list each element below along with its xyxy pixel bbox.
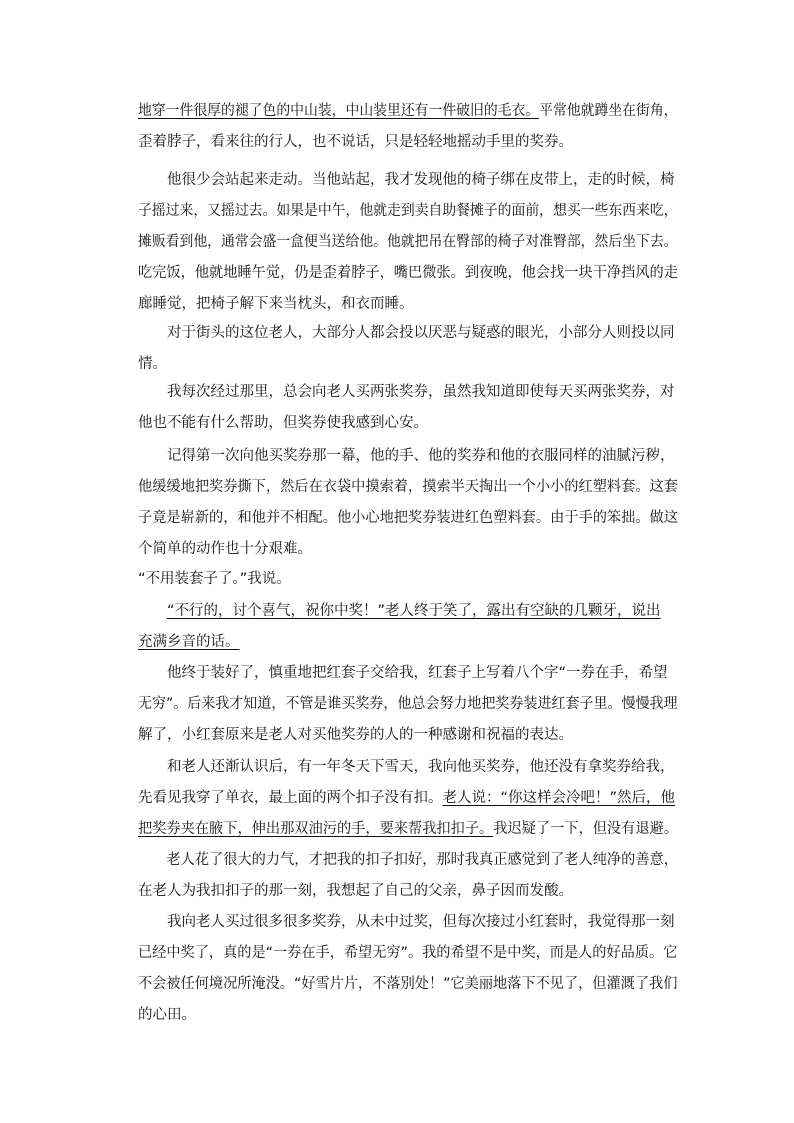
paragraph-5 [138,441,678,565]
text-run: 不会被任何境况所淹没。“好雪片片，不落别处！”它美丽地落下不见了，但灌溉了我们 [138,976,678,992]
text-line [138,752,678,783]
text-run: 无穷”。后来我才知道，不管是谁买奖券，他总会努力地把奖券装进红套子里。慢慢我理 [138,696,678,712]
text-line [138,441,678,472]
underlined-text: 地穿一件很厚的褪了色的中山装，中山装里还有一件破旧的毛衣。 [138,103,540,119]
text-line [138,349,678,380]
text-run: 子摇过来，又摇过去。如果是中午，他就走到卖自助餐摊子的面前，想买一些东西来吃， [138,203,678,219]
paragraph-8 [138,658,678,751]
text-line [138,876,678,907]
text-run: 已经中奖了，真的是“一券在手，希望无穷”。我的希望不是中奖，而是人的好品质。它 [138,945,678,961]
text-run: 我向老人买过很多很多奖券，从未中过奖，但每次接过小红套时，我觉得那一刻 [138,914,675,930]
text-line [138,907,678,938]
underlined-text: 老人说：“你这样会冷吧！”然后，他 [442,790,676,806]
text-run: 我迟疑了一下，但没有退避。 [493,821,678,837]
text-run: 他也不能有什么帮助，但奖券使我感到心安。 [138,415,428,431]
text-run: 他很少会站起来走动。当他站起，我才发现他的椅子绑在皮带上，走的时候，椅 [138,172,675,188]
text-run: 他终于装好了，慎重地把红套子交给我，红套子上写着八个字“一券在手，希望 [138,665,668,681]
paragraph-4 [138,377,678,439]
underlined-text: 充满乡音的话。 [138,634,240,650]
text-line [138,165,678,196]
text-run [138,603,167,619]
text-run: 的心田。 [138,1007,196,1023]
text-line [138,689,678,720]
text-line [138,472,678,503]
text-run: 平常他就蹲坐在街角， [539,103,678,119]
text-line [138,258,678,289]
paragraph-1 [138,96,678,158]
text-run: 和老人还渐认识后，有一年冬天下雪天，我向他买奖券，他还没有拿奖券给我， [138,759,675,775]
text-line [138,596,678,627]
text-line [138,127,678,158]
text-run: 廊睡觉，把椅子解下来当枕头，和衣而睡。 [138,296,414,312]
text-run: 对于街头的这位老人，大部分人都会投以厌恶与疑惑的眼光，小部分人则投以同 [138,325,675,341]
text-line [138,408,678,439]
text-run: 先看见我穿了单衣，最上面的两个扣子没有扣。 [138,790,443,806]
text-line [138,845,678,876]
text-run: 我每次经过那里，总会向老人买两张奖券，虽然我知道即使每天买两张奖券，对 [138,384,675,400]
text-line [138,938,678,969]
text-line [138,1000,678,1031]
text-line [138,627,678,658]
underlined-text: “不行的，讨个喜气，祝你中奖！”老人终于笑了，露出有空缺的几颗牙，说出 [167,603,661,619]
text-run: 个简单的动作也十分艰难。 [138,541,312,557]
text-line [138,658,678,689]
text-run: 吃完饭，他就地睡午觉，仍是歪着脖子，嘴巴微张。到夜晚，他会找一块干净挡风的走 [138,265,678,281]
text-run: 情。 [138,356,167,372]
text-run: 歪着脖子，看来往的行人，也不说话，只是轻轻地摇动手里的奖券。 [138,134,573,150]
underlined-text: 把奖券夹在腋下，伸出那双油污的手，要来帮我扣扣子。 [138,821,494,837]
text-line [138,534,678,565]
text-run: 老人花了很大的力气，才把我的扣子扣好，那时我真正感觉到了老人纯净的善意， [138,852,678,868]
paragraph-2 [138,165,678,320]
paragraph-9 [138,752,678,845]
text-line [138,503,678,534]
text-run: 记得第一次向他买奖券那一幕，他的手、他的奖券和他的衣服同样的油腻污秽， [138,448,675,464]
text-line [138,720,678,751]
text-line [138,814,678,845]
text-line [138,377,678,408]
text-run: 解了，小红套原来是老人对买他奖券的人的一种感谢和祝福的表达。 [138,727,573,743]
text-line [138,289,678,320]
text-line [138,564,678,595]
paragraph-3 [138,318,678,380]
text-line [138,783,678,814]
text-run: 子竟是崭新的，和他并不相配。他小心地把奖券装进红色塑料套。由于手的笨拙。做这 [138,510,678,526]
paragraph-11 [138,907,678,1031]
text-run: 摊贩看到他，通常会盛一盒便当送给他。他就把吊在臀部的椅子对准臀部，然后坐下去。 [138,234,678,250]
text-run: 他缓缓地把奖券撕下，然后在衣袋中摸索着，摸索半天掏出一个小小的红塑料套。这套 [138,479,678,495]
text-line [138,969,678,1000]
paragraph-6 [138,564,678,595]
text-line [138,227,678,258]
text-line [138,318,678,349]
text-run: “不用装套子了。”我说。 [138,571,291,587]
paragraph-7 [138,596,678,658]
text-line [138,196,678,227]
text-run: 在老人为我扣扣子的那一刻，我想起了自己的父亲，鼻子因而发酸。 [138,883,573,899]
text-line [138,96,678,127]
paragraph-10 [138,845,678,907]
